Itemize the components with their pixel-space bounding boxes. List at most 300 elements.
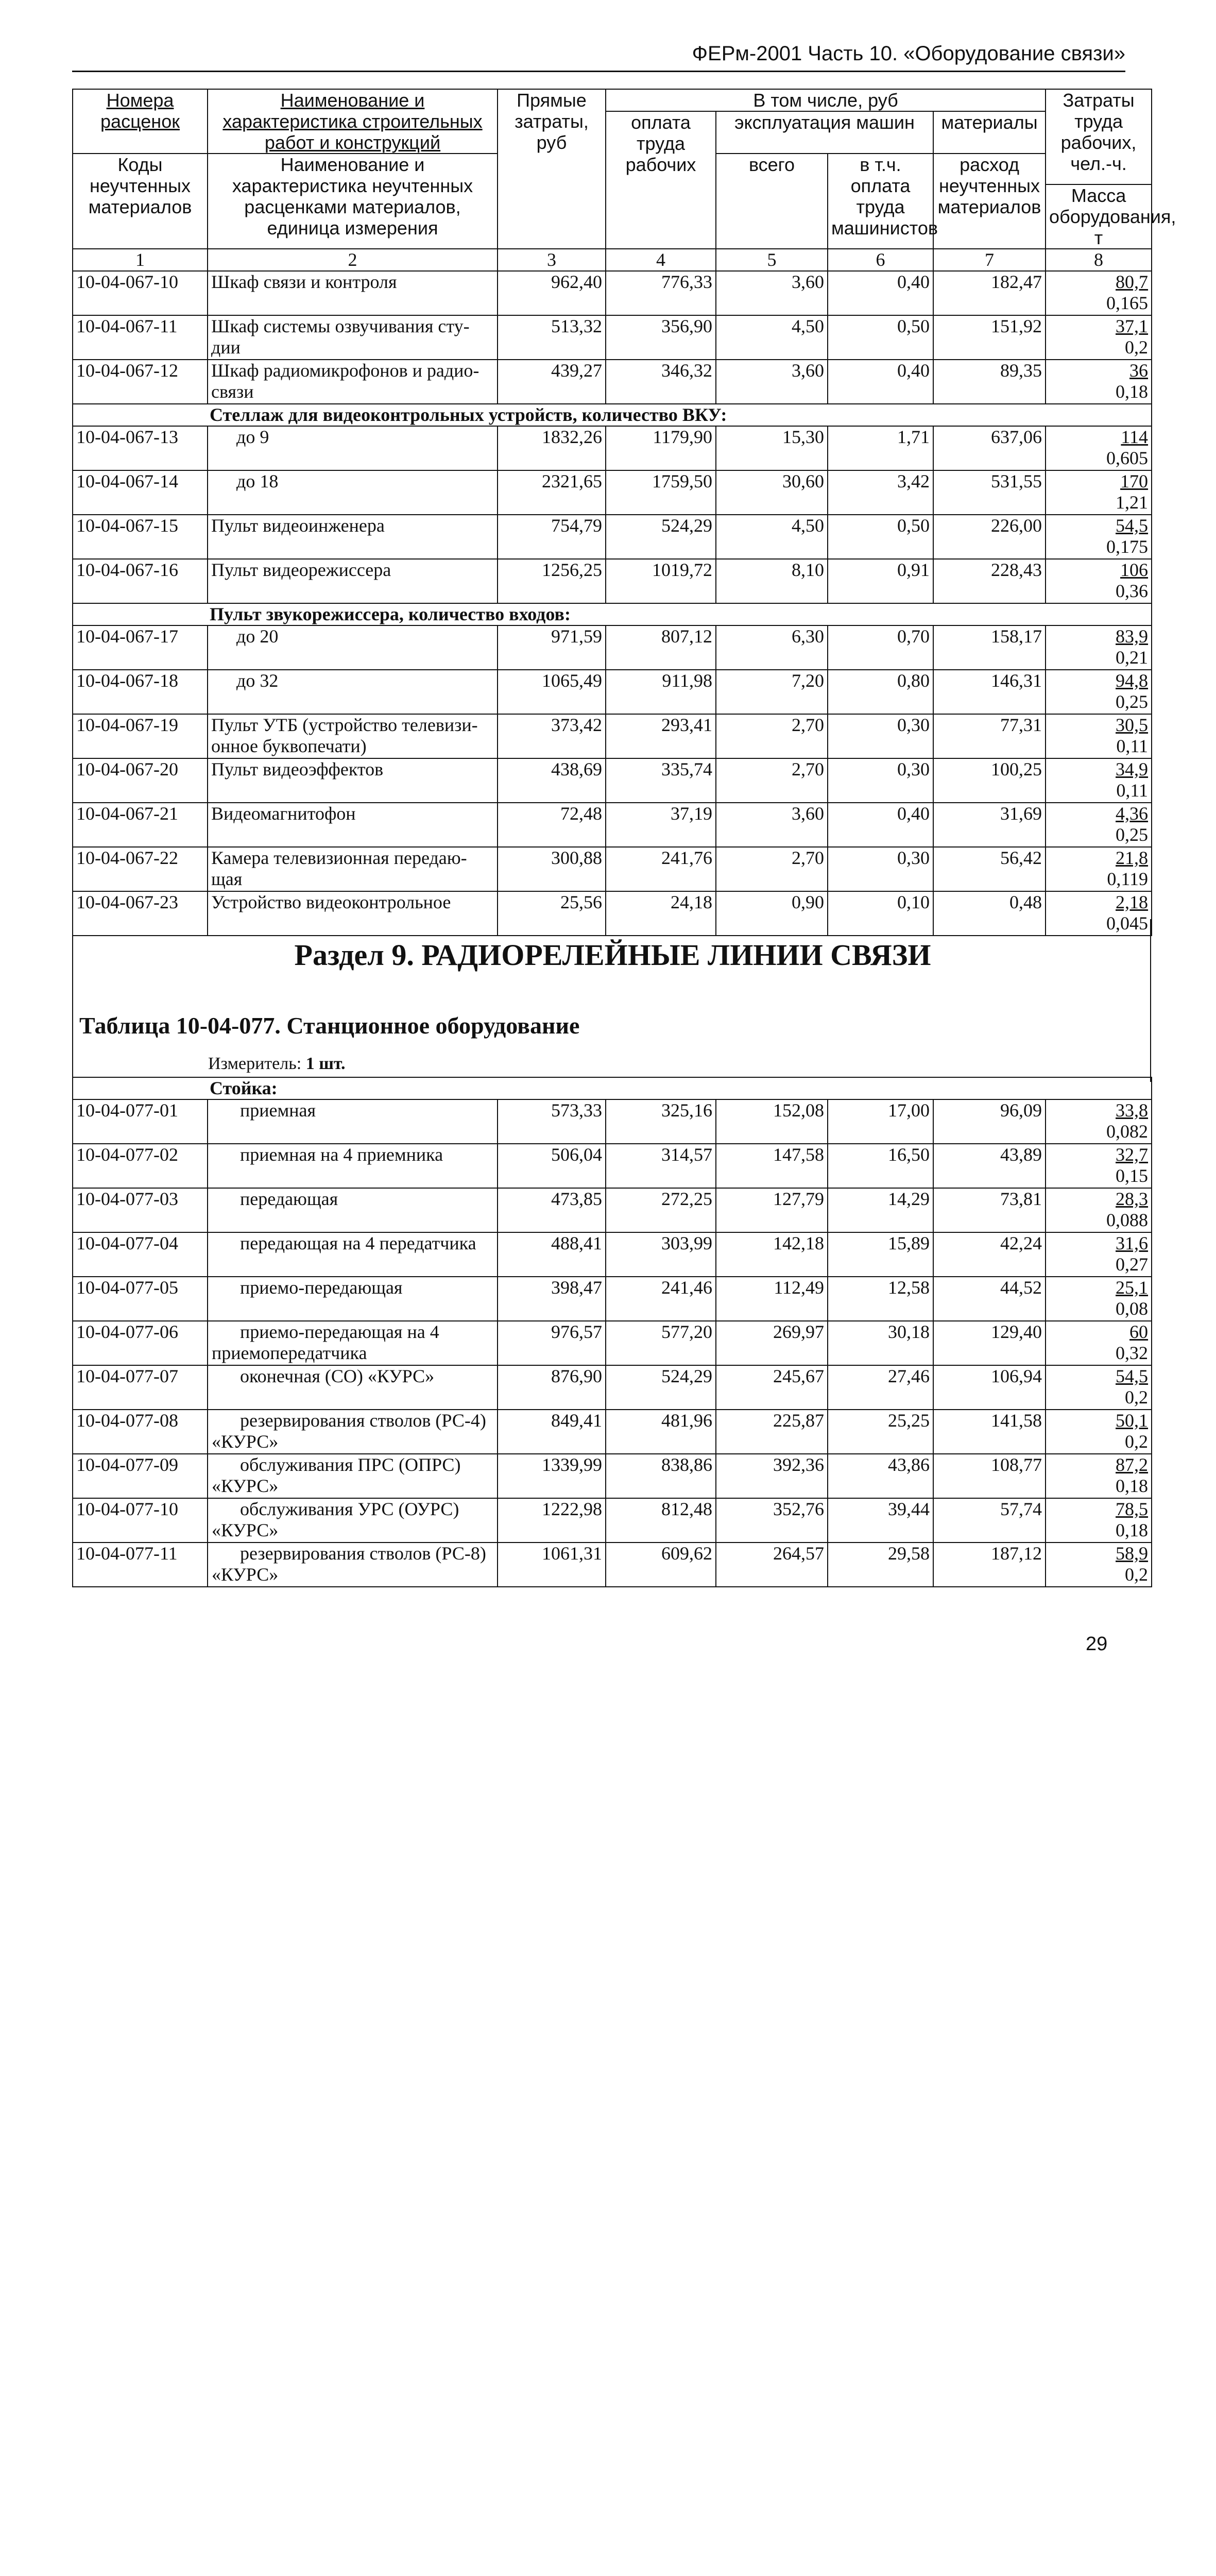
labor-value: 78,5 <box>1116 1499 1149 1519</box>
rate-code: 10-04-067-21 <box>73 803 208 847</box>
value-materials: 43,89 <box>933 1144 1046 1188</box>
mass-value: 0,18 <box>1116 1520 1149 1540</box>
subhead-sound-console: Пульт звукорежиссера, количество входов: <box>73 603 1152 625</box>
rate-name-line: резервирования стволов (РС-4) <box>240 1410 486 1431</box>
rate-code: 10-04-067-12 <box>73 360 208 404</box>
table-row <box>73 1277 1152 1321</box>
value-direct: 513,32 <box>498 315 606 360</box>
labor-value: 37,1 <box>1116 316 1149 336</box>
value-direct: 506,04 <box>498 1144 606 1188</box>
rate-code: 10-04-067-17 <box>73 625 208 670</box>
rate-name <box>208 360 498 404</box>
mass-value: 0,2 <box>1125 337 1149 358</box>
rate-name <box>208 758 498 803</box>
rate-code: 10-04-077-03 <box>73 1188 208 1232</box>
value-direct: 849,41 <box>498 1410 606 1454</box>
rate-code: 10-04-067-10 <box>73 271 208 315</box>
labor-value: 32,7 <box>1116 1144 1149 1165</box>
rate-code: 10-04-077-10 <box>73 1498 208 1543</box>
value-machinist: 39,44 <box>828 1498 933 1543</box>
meter <box>208 1054 346 1074</box>
value-machines: 4,50 <box>716 315 828 360</box>
rate-name-line: передающая <box>240 1189 338 1209</box>
mass-value: 0,25 <box>1116 691 1149 712</box>
value-wages: 1759,50 <box>606 470 716 515</box>
mass-value: 0,088 <box>1106 1210 1149 1230</box>
value-direct: 1065,49 <box>498 670 606 714</box>
value-direct: 573,33 <box>498 1099 606 1144</box>
rate-name <box>208 1277 498 1321</box>
rate-name <box>208 714 498 758</box>
value-machinist: 25,25 <box>828 1410 933 1454</box>
value-wages: 577,20 <box>606 1321 716 1365</box>
value-machinist: 0,40 <box>828 803 933 847</box>
rate-code: 10-04-077-09 <box>73 1454 208 1498</box>
value-machinist: 0,80 <box>828 670 933 714</box>
header-title: ФЕРм-2001 Часть 10. «Оборудование связи» <box>692 42 1125 65</box>
value-machines: 112,49 <box>716 1277 828 1321</box>
table-row <box>73 315 1152 360</box>
value-machinist: 16,50 <box>828 1144 933 1188</box>
incl-header: В том числе, руб <box>606 89 1046 111</box>
rate-name-line: Устройство видеоконтрольное <box>211 892 451 912</box>
value-direct: 1832,26 <box>498 426 606 470</box>
colnum: 2 <box>208 249 498 271</box>
materials-header: материалы <box>933 111 1046 154</box>
rate-name-line: обслуживания УРС (ОУРС) <box>240 1499 459 1519</box>
table-row <box>73 515 1152 559</box>
value-wages: 272,25 <box>606 1188 716 1232</box>
rate-name <box>208 426 498 470</box>
rate-code: 10-04-077-04 <box>73 1232 208 1277</box>
col1-header-bottom: Коды неучтенных материалов <box>73 154 208 249</box>
value-machines: 2,70 <box>716 847 828 891</box>
value-wages: 241,76 <box>606 847 716 891</box>
value-materials: 151,92 <box>933 315 1046 360</box>
colnum: 7 <box>933 249 1046 271</box>
value-direct: 2321,65 <box>498 470 606 515</box>
value-machinist: 0,30 <box>828 714 933 758</box>
value-machines: 3,60 <box>716 360 828 404</box>
labor-value: 114 <box>1121 427 1149 447</box>
rate-name <box>208 1232 498 1277</box>
mass-value: 0,175 <box>1106 536 1149 557</box>
mass-value: 0,165 <box>1106 293 1149 313</box>
rate-name <box>208 625 498 670</box>
rate-name-line: Пульт видеорежиссера <box>211 560 391 580</box>
value-wages: 481,96 <box>606 1410 716 1454</box>
value-machinist: 12,58 <box>828 1277 933 1321</box>
rate-name-line: приемная на 4 приемника <box>240 1144 443 1165</box>
labor-mass-cell <box>1046 1188 1152 1232</box>
value-machines: 3,60 <box>716 271 828 315</box>
labor-mass-cell <box>1046 1498 1152 1543</box>
rate-name-line-2: «КУРС» <box>212 1431 279 1452</box>
mass-value: 0,2 <box>1125 1431 1149 1452</box>
page-number: 29 <box>1086 1633 1108 1655</box>
value-machinist: 43,86 <box>828 1454 933 1498</box>
rate-code: 10-04-067-22 <box>73 847 208 891</box>
rate-name-line: обслуживания ПРС (ОПРС) <box>240 1454 461 1475</box>
table-row <box>73 1454 1152 1498</box>
mass-value: 0,32 <box>1116 1343 1149 1363</box>
value-wages: 356,90 <box>606 315 716 360</box>
table-row <box>73 1365 1152 1410</box>
value-materials: 57,74 <box>933 1498 1046 1543</box>
mass-value: 0,15 <box>1116 1165 1149 1186</box>
value-wages: 1179,90 <box>606 426 716 470</box>
table-row <box>73 714 1152 758</box>
labor-value: 21,8 <box>1116 848 1149 868</box>
labor-mass-cell <box>1046 1365 1152 1410</box>
value-machines: 15,30 <box>716 426 828 470</box>
mass-value: 0,36 <box>1116 581 1149 601</box>
rate-name <box>208 847 498 891</box>
labor-mass-cell <box>1046 625 1152 670</box>
rate-name-line: передающая на 4 передатчика <box>240 1233 476 1253</box>
rate-name <box>208 1410 498 1454</box>
total-header: всего <box>716 154 828 249</box>
value-machines: 147,58 <box>716 1144 828 1188</box>
value-machines: 8,10 <box>716 559 828 603</box>
rate-code: 10-04-077-02 <box>73 1144 208 1188</box>
value-machinist: 0,50 <box>828 515 933 559</box>
rate-name-line: оконечная (СО) «КУРС» <box>240 1366 435 1386</box>
value-machines: 30,60 <box>716 470 828 515</box>
value-direct: 1256,25 <box>498 559 606 603</box>
mass-value: 0,18 <box>1116 1476 1149 1496</box>
labor-mass-cell <box>1046 714 1152 758</box>
rate-name-line-2: «КУРС» <box>212 1476 279 1496</box>
rate-name <box>208 1454 498 1498</box>
value-wages: 24,18 <box>606 891 716 936</box>
value-wages: 335,74 <box>606 758 716 803</box>
labor-value: 30,5 <box>1116 715 1149 735</box>
labor-mass-cell <box>1046 1321 1152 1365</box>
rate-name-line-2: «КУРС» <box>212 1520 279 1540</box>
value-machines: 269,97 <box>716 1321 828 1365</box>
rate-name-line: до 9 <box>236 427 269 447</box>
labor-value: 170 <box>1120 471 1149 492</box>
value-direct: 439,27 <box>498 360 606 404</box>
value-wages: 807,12 <box>606 625 716 670</box>
value-wages: 524,29 <box>606 1365 716 1410</box>
value-materials: 637,06 <box>933 426 1046 470</box>
mass-value: 0,11 <box>1116 780 1149 801</box>
value-materials: 182,47 <box>933 271 1046 315</box>
rate-code: 10-04-067-15 <box>73 515 208 559</box>
labor-value: 54,5 <box>1116 515 1149 536</box>
value-machinist: 27,46 <box>828 1365 933 1410</box>
labor-mass-cell <box>1046 360 1152 404</box>
labor-mass-cell <box>1046 515 1152 559</box>
value-materials: 96,09 <box>933 1099 1046 1144</box>
labor-value: 87,2 <box>1116 1454 1149 1475</box>
rate-code: 10-04-067-13 <box>73 426 208 470</box>
subhead-stand: Стойка: <box>73 1077 1152 1099</box>
rate-code: 10-04-067-23 <box>73 891 208 936</box>
value-machines: 152,08 <box>716 1099 828 1144</box>
labor-value: 2,18 <box>1116 892 1149 912</box>
value-direct: 438,69 <box>498 758 606 803</box>
rate-code: 10-04-077-11 <box>73 1543 208 1587</box>
value-wages: 524,29 <box>606 515 716 559</box>
rate-name-line: до 32 <box>236 670 279 691</box>
machines-header: эксплуатация машин <box>716 111 933 154</box>
value-wages: 293,41 <box>606 714 716 758</box>
mass-header: Масса оборудования, т <box>1046 184 1152 249</box>
value-machinist: 14,29 <box>828 1188 933 1232</box>
table-row <box>73 360 1152 404</box>
value-machinist: 0,40 <box>828 360 933 404</box>
table-row <box>73 1410 1152 1454</box>
meter-label: Измеритель: <box>208 1054 302 1073</box>
value-wages: 812,48 <box>606 1498 716 1543</box>
table-row <box>73 758 1152 803</box>
rate-code: 10-04-067-11 <box>73 315 208 360</box>
table-row <box>73 1321 1152 1365</box>
labor-header: Затраты труда рабочих, чел.-ч. <box>1046 89 1152 184</box>
mass-value: 0,045 <box>1106 913 1149 934</box>
rate-name <box>208 515 498 559</box>
value-wages: 325,16 <box>606 1099 716 1144</box>
labor-mass-cell <box>1046 315 1152 360</box>
table-row <box>73 559 1152 603</box>
value-machinist: 29,58 <box>828 1543 933 1587</box>
colnum: 4 <box>606 249 716 271</box>
rate-code: 10-04-067-16 <box>73 559 208 603</box>
value-machines: 2,70 <box>716 714 828 758</box>
mass-value: 0,21 <box>1116 647 1149 668</box>
labor-mass-cell <box>1046 758 1152 803</box>
value-materials: 187,12 <box>933 1543 1046 1587</box>
col2-header-top: Наименование и характеристика строительных работ и конструкций <box>208 89 498 154</box>
labor-value: 83,9 <box>1116 626 1149 647</box>
labor-value: 33,8 <box>1116 1100 1149 1121</box>
value-direct: 754,79 <box>498 515 606 559</box>
value-wages: 838,86 <box>606 1454 716 1498</box>
mass-value: 0,11 <box>1116 736 1149 756</box>
table-row <box>73 803 1152 847</box>
value-materials: 108,77 <box>933 1454 1046 1498</box>
value-materials: 100,25 <box>933 758 1046 803</box>
labor-mass-cell <box>1046 470 1152 515</box>
labor-mass-cell <box>1046 1144 1152 1188</box>
col3-header: Прямые затраты, руб <box>498 89 606 249</box>
labor-mass-cell <box>1046 1410 1152 1454</box>
colnum: 1 <box>73 249 208 271</box>
table-row <box>73 426 1152 470</box>
labor-mass-cell <box>1046 559 1152 603</box>
value-materials: 42,24 <box>933 1232 1046 1277</box>
value-direct: 473,85 <box>498 1188 606 1232</box>
rate-code: 10-04-077-07 <box>73 1365 208 1410</box>
value-machinist: 1,71 <box>828 426 933 470</box>
rate-name-line-2: «КУРС» <box>212 1564 279 1585</box>
rate-name-line: Шкаф системы озвучивания сту-дии <box>211 316 470 358</box>
labor-value: 25,1 <box>1116 1277 1149 1298</box>
value-direct: 373,42 <box>498 714 606 758</box>
rate-name-line: Пульт видеоинженера <box>211 515 385 536</box>
labor-mass-cell <box>1046 1543 1152 1587</box>
page-header <box>72 42 1125 72</box>
value-materials: 226,00 <box>933 515 1046 559</box>
rate-name <box>208 1543 498 1587</box>
colnum: 3 <box>498 249 606 271</box>
table-row <box>73 1232 1152 1277</box>
rate-name-line: до 20 <box>236 626 279 647</box>
rate-name <box>208 1321 498 1365</box>
rate-name-line: приемная <box>240 1100 316 1121</box>
meter-value: 1 шт. <box>305 1054 346 1073</box>
value-machinist: 30,18 <box>828 1321 933 1365</box>
value-machines: 264,57 <box>716 1543 828 1587</box>
value-materials: 531,55 <box>933 470 1046 515</box>
rate-name-line: Видеомагнитофон <box>211 803 356 824</box>
value-wages: 241,46 <box>606 1277 716 1321</box>
section-title: Раздел 9. РАДИОРЕЛЕЙНЫЕ ЛИНИИ СВЯЗИ <box>294 938 931 972</box>
value-direct: 971,59 <box>498 625 606 670</box>
rate-name <box>208 271 498 315</box>
value-machines: 6,30 <box>716 625 828 670</box>
value-direct: 1222,98 <box>498 1498 606 1543</box>
labor-mass-cell <box>1046 847 1152 891</box>
table-row <box>73 470 1152 515</box>
value-direct: 398,47 <box>498 1277 606 1321</box>
labor-mass-cell <box>1046 426 1152 470</box>
labor-mass-cell <box>1046 670 1152 714</box>
value-materials: 44,52 <box>933 1277 1046 1321</box>
rates-table-077 <box>72 1077 1151 2576</box>
rate-code: 10-04-067-20 <box>73 758 208 803</box>
rate-name-line: приемо-передающая <box>240 1277 403 1298</box>
value-materials: 31,69 <box>933 803 1046 847</box>
rate-name-line: резервирования стволов (РС-8) <box>240 1543 486 1564</box>
rate-name <box>208 315 498 360</box>
value-wages: 37,19 <box>606 803 716 847</box>
section-block <box>72 919 1151 1082</box>
colnum: 5 <box>716 249 828 271</box>
labor-mass-cell <box>1046 803 1152 847</box>
mass-value: 0,18 <box>1116 381 1149 402</box>
value-direct: 300,88 <box>498 847 606 891</box>
labor-value: 80,7 <box>1116 272 1149 292</box>
value-machines: 0,90 <box>716 891 828 936</box>
labor-value: 106 <box>1120 560 1149 580</box>
value-machines: 3,60 <box>716 803 828 847</box>
labor-value: 58,9 <box>1116 1543 1149 1564</box>
value-machines: 352,76 <box>716 1498 828 1543</box>
rate-name <box>208 1099 498 1144</box>
value-direct: 1339,99 <box>498 1454 606 1498</box>
colnum: 6 <box>828 249 933 271</box>
labor-value: 36 <box>1129 360 1149 381</box>
subhead-rack: Стеллаж для видеоконтрольных устройств, количество ВКУ: <box>73 404 1152 426</box>
value-machinist: 0,91 <box>828 559 933 603</box>
value-materials: 0,48 <box>933 891 1046 936</box>
value-wages: 303,99 <box>606 1232 716 1277</box>
table-row <box>73 1144 1152 1188</box>
labor-mass-cell <box>1046 1232 1152 1277</box>
rate-name <box>208 1188 498 1232</box>
labor-value: 54,5 <box>1116 1366 1149 1386</box>
table-row <box>73 670 1152 714</box>
mass-value: 0,082 <box>1106 1121 1149 1142</box>
value-materials: 146,31 <box>933 670 1046 714</box>
table-row <box>73 1543 1152 1587</box>
value-machinist: 0,50 <box>828 315 933 360</box>
col1-header-top: Номера расценок <box>73 89 208 154</box>
value-machinist: 0,30 <box>828 847 933 891</box>
labor-value: 34,9 <box>1116 759 1149 779</box>
table-row <box>73 1188 1152 1232</box>
value-machines: 4,50 <box>716 515 828 559</box>
labor-mass-cell <box>1046 271 1152 315</box>
mass-value: 0,2 <box>1125 1387 1149 1408</box>
value-materials: 129,40 <box>933 1321 1046 1365</box>
value-direct: 1061,31 <box>498 1543 606 1587</box>
table-row <box>73 625 1152 670</box>
table-row <box>73 271 1152 315</box>
labor-mass-cell <box>1046 1454 1152 1498</box>
mass-value: 0,605 <box>1106 448 1149 468</box>
value-materials: 158,17 <box>933 625 1046 670</box>
table-row <box>73 847 1152 891</box>
machinist-header: в т.ч. оплата труда машинистов <box>828 154 933 249</box>
rate-code: 10-04-067-14 <box>73 470 208 515</box>
colnum: 8 <box>1046 249 1152 271</box>
value-direct: 72,48 <box>498 803 606 847</box>
rate-name-line: Шкаф радиомикрофонов и радио-связи <box>211 360 479 402</box>
labor-value: 94,8 <box>1116 670 1149 691</box>
value-machines: 225,87 <box>716 1410 828 1454</box>
value-direct: 488,41 <box>498 1232 606 1277</box>
rate-code: 10-04-077-08 <box>73 1410 208 1454</box>
rate-name-line: Камера телевизионная передаю-щая <box>211 848 467 889</box>
value-direct: 25,56 <box>498 891 606 936</box>
value-machinist: 3,42 <box>828 470 933 515</box>
mass-value: 0,25 <box>1116 824 1149 845</box>
value-machines: 2,70 <box>716 758 828 803</box>
rate-name-line: приемо-передающая на 4 <box>240 1321 439 1342</box>
wages-header: оплата труда рабочих <box>606 111 716 249</box>
labor-mass-cell <box>1046 1277 1152 1321</box>
value-machines: 392,36 <box>716 1454 828 1498</box>
rate-name <box>208 803 498 847</box>
value-machines: 142,18 <box>716 1232 828 1277</box>
rate-name <box>208 1498 498 1543</box>
value-machinist: 0,40 <box>828 271 933 315</box>
mass-value: 0,2 <box>1125 1564 1149 1585</box>
value-wages: 346,32 <box>606 360 716 404</box>
rate-name-line: Пульт видеоэффектов <box>211 759 384 779</box>
materials-use-header: расход неучтенных материалов <box>933 154 1046 249</box>
mass-value: 1,21 <box>1116 492 1149 513</box>
rate-name <box>208 559 498 603</box>
col2-header-bottom: Наименование и характеристика неучтенных расценками материалов, единица измерения <box>208 154 498 249</box>
value-machinist: 0,10 <box>828 891 933 936</box>
labor-value: 50,1 <box>1116 1410 1149 1431</box>
labor-mass-cell <box>1046 1099 1152 1144</box>
value-wages: 314,57 <box>606 1144 716 1188</box>
rate-name <box>208 1144 498 1188</box>
mass-value: 0,119 <box>1107 869 1149 889</box>
value-materials: 56,42 <box>933 847 1046 891</box>
labor-value: 28,3 <box>1116 1189 1149 1209</box>
mass-value: 0,27 <box>1116 1254 1149 1275</box>
rate-code: 10-04-067-19 <box>73 714 208 758</box>
labor-value: 31,6 <box>1116 1233 1149 1253</box>
